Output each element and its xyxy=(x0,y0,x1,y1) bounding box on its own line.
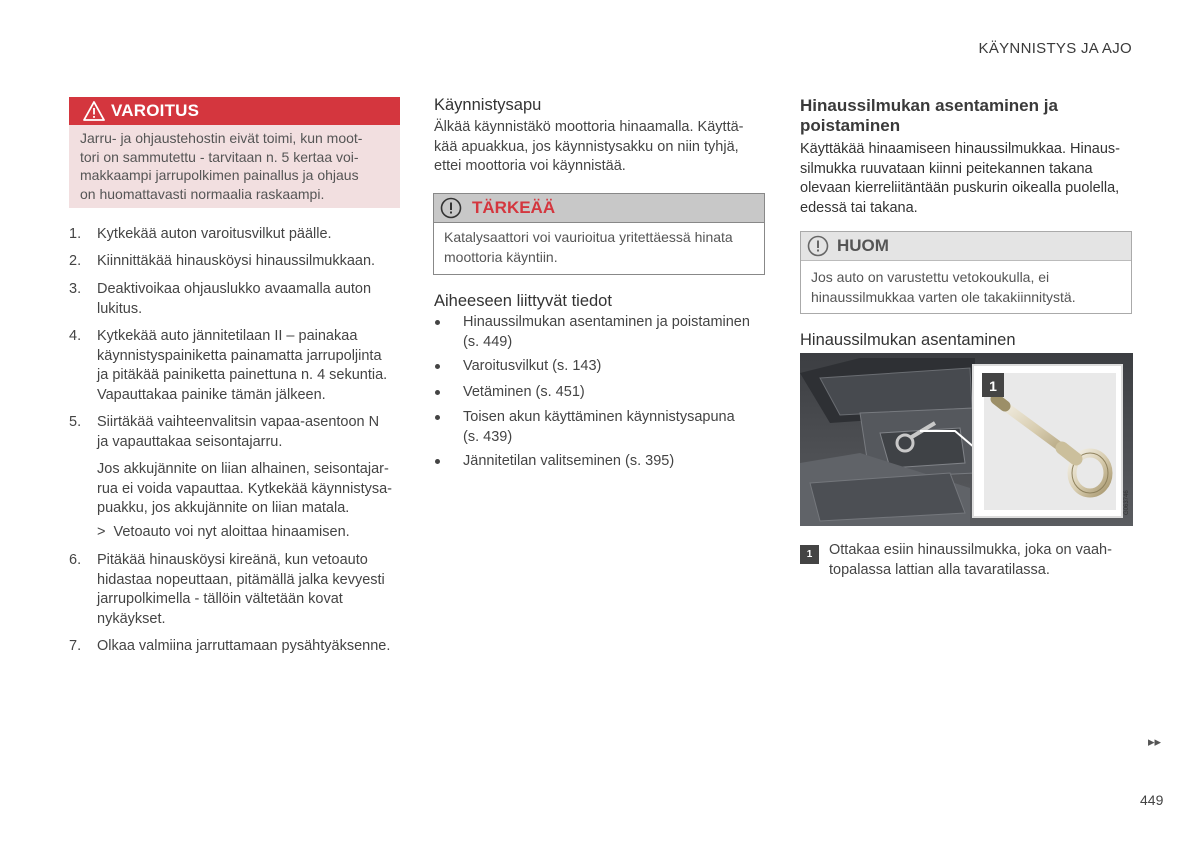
related-link-page[interactable]: (s. 449) xyxy=(463,333,513,350)
note-title: HUOM xyxy=(837,236,889,255)
important-title: TÄRKEÄÄ xyxy=(472,198,556,217)
exclamation-circle-icon xyxy=(440,197,462,219)
related-link[interactable]: Hinaussilmukan asentaminen ja poistaminen xyxy=(463,314,750,330)
related-link[interactable]: Varoitusvilkut (s. 143) xyxy=(463,358,602,374)
next-page-marker[interactable]: ▸▸ xyxy=(1148,734,1162,749)
page-number: 449 xyxy=(1140,792,1164,808)
related-link[interactable]: Vetäminen (s. 451) xyxy=(463,384,585,400)
related-heading: Aiheeseen liittyvät tiedot xyxy=(434,292,612,310)
note-header xyxy=(801,232,1131,261)
start-help-text: Älkää käynnistäkö moottoria hinaamalla. Käyttä- kää apuakkua, jos käynnistysakku on niin tyhjä, ettei moottoria voi käynnistää. xyxy=(434,119,744,174)
warning-box xyxy=(69,97,400,208)
start-help-heading: Käynnistysapu xyxy=(434,96,542,114)
important-text: Katalysaattori voi vaurioitua yritettäessä hinata moottoria käyntiin. xyxy=(444,229,733,265)
warning-header xyxy=(69,97,400,125)
install-heading: Hinaussilmukan asentaminen xyxy=(800,331,1016,349)
tow-eye-illustration xyxy=(800,353,1133,526)
callout-number: 1 xyxy=(800,544,819,564)
tow-eye-text: Käyttäkää hinaamiseen hinaussilmukkaa. Hinaus- silmukka ruuvataan kiinni peitekannen takana olevaan kierreliitäntään puskurin oikealla puolella, edessä tai takana. xyxy=(800,141,1120,216)
related-link[interactable]: Toisen akun käyttäminen käynnistysapuna xyxy=(463,409,735,425)
image-code: G063746 xyxy=(1124,490,1130,515)
note-box xyxy=(800,231,1132,314)
warning-text: Jarru- ja ohjaustehostin eivät toimi, kun moot- tori on sammutettu - tarvitaan n. 5 kertaa voi- makkaampi jarrupolkimen painallus ja ohjaus on huomattavasti normaalia raskaampi. xyxy=(80,130,363,202)
tow-eye-heading: Hinaussilmukan asentaminen ja poistaminen xyxy=(800,96,1058,135)
note-text: Jos auto on varustettu vetokoukulla, ei hinaussilmukkaa varten ole takakiinnitystä. xyxy=(811,269,1076,305)
warning-title: VAROITUS xyxy=(111,101,200,120)
info-circle-icon xyxy=(807,235,829,257)
important-header xyxy=(434,194,764,223)
step5-result: > Vetoauto voi nyt aloittaa hinaamisen. xyxy=(97,523,350,540)
related-link-page[interactable]: (s. 439) xyxy=(463,428,513,445)
step5-note: Jos akkujännite on liian alhainen, seisontajar- xyxy=(97,461,389,477)
section-header: KÄYNNISTYS JA AJO xyxy=(978,40,1132,57)
related-link[interactable]: Jännitetilan valitseminen (s. 395) xyxy=(463,453,675,469)
warning-triangle-icon xyxy=(83,101,105,121)
callout-text: Ottakaa esiin hinaussilmukka, joka on vaah- topalassa lattian alla tavaratilassa. xyxy=(829,542,1112,578)
image-callout-label: 1 xyxy=(989,378,997,394)
trunk-illustration xyxy=(800,353,1133,526)
important-box xyxy=(433,193,765,275)
